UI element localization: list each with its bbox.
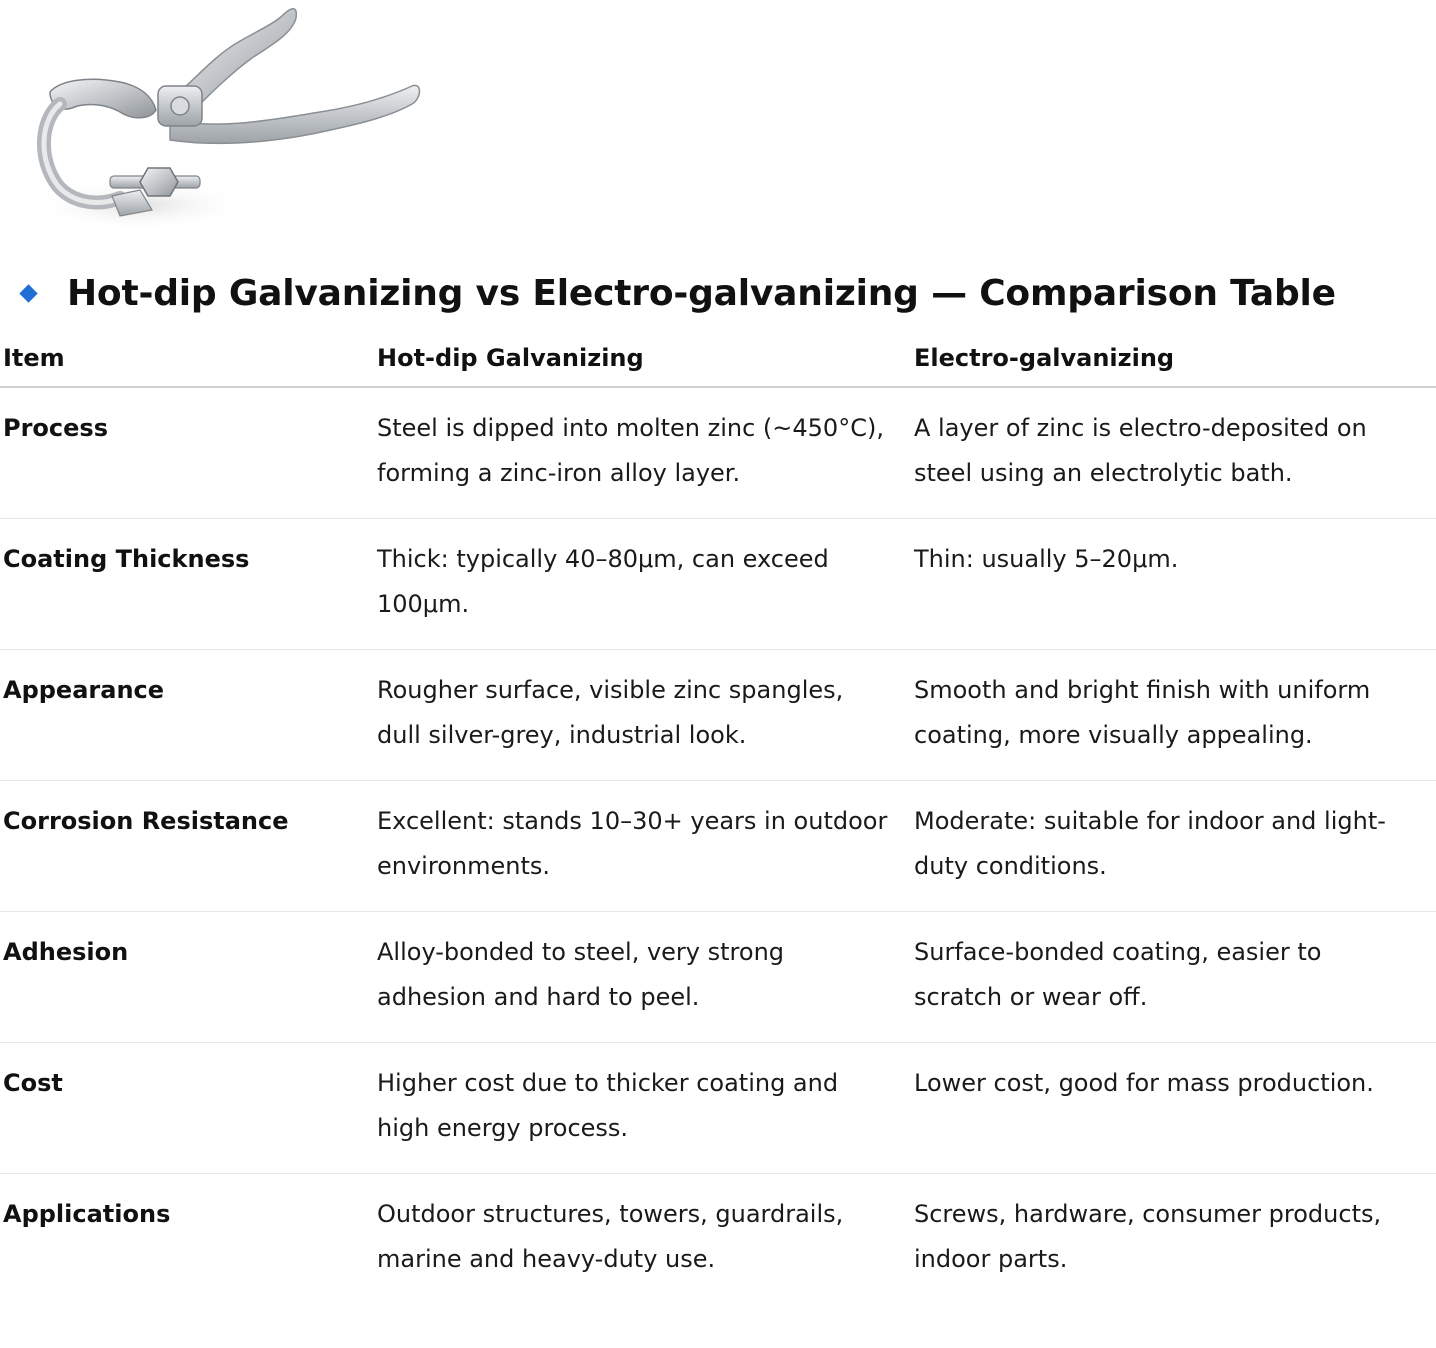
column-header-item: Item xyxy=(0,330,374,387)
table-row xyxy=(0,519,1436,650)
hot-dip-cell: Thick: typically 40–80μm, can exceed 100μm. xyxy=(374,519,911,650)
table-row xyxy=(0,1174,1436,1305)
diamond-bullet-icon xyxy=(19,284,37,302)
comparison-table xyxy=(0,330,1436,1304)
hot-dip-cell: Rougher surface, visible zinc spangles, dull silver-grey, industrial look. xyxy=(374,650,911,781)
row-item-label: Cost xyxy=(0,1043,374,1174)
fence-clamp-illustration xyxy=(20,0,430,238)
column-header-hot-dip: Hot-dip Galvanizing xyxy=(374,330,911,387)
table-row xyxy=(0,912,1436,1043)
electro-cell: Moderate: suitable for indoor and light-duty conditions. xyxy=(911,781,1436,912)
hot-dip-cell: Outdoor structures, towers, guardrails, marine and heavy-duty use. xyxy=(377,1200,844,1273)
row-item-label: Adhesion xyxy=(0,912,374,1043)
row-item-label: Corrosion Resistance xyxy=(0,781,374,912)
row-item-label: Appearance xyxy=(0,650,374,781)
column-header-electro: Electro-galvanizing xyxy=(911,330,1436,387)
hot-dip-cell: Excellent: stands 10–30+ years in outdoor environments. xyxy=(374,781,911,912)
row-item-label: Process xyxy=(0,387,374,519)
electro-cell: Thin: usually 5–20μm. xyxy=(911,519,1436,650)
row-item-label: Applications xyxy=(3,1200,171,1228)
page-title: Hot-dip Galvanizing vs Electro-galvanizing — Comparison Table xyxy=(67,272,1336,314)
electro-cell: Surface-bonded coating, easier to scratch or wear off. xyxy=(911,912,1436,1043)
hot-dip-cell: Steel is dipped into molten zinc (~450°C), forming a zinc-iron alloy layer. xyxy=(374,387,911,519)
electro-cell: A layer of zinc is electro-deposited on steel using an electrolytic bath. xyxy=(911,387,1436,519)
electro-cell: Screws, hardware, consumer products, indoor parts. xyxy=(914,1200,1382,1273)
electro-cell: Smooth and bright finish with uniform coating, more visually appealing. xyxy=(911,650,1436,781)
table-row xyxy=(0,781,1436,912)
hot-dip-cell: Alloy-bonded to steel, very strong adhesion and hard to peel. xyxy=(374,912,911,1043)
section-heading xyxy=(18,268,1336,318)
hot-dip-cell: Higher cost due to thicker coating and high energy process. xyxy=(374,1043,911,1174)
product-image xyxy=(20,0,430,238)
table-row xyxy=(0,387,1436,519)
table-row xyxy=(0,1043,1436,1174)
table-header-row xyxy=(0,330,1436,387)
row-item-label: Coating Thickness xyxy=(0,519,374,650)
electro-cell: Lower cost, good for mass production. xyxy=(911,1043,1436,1174)
table-row xyxy=(0,650,1436,781)
